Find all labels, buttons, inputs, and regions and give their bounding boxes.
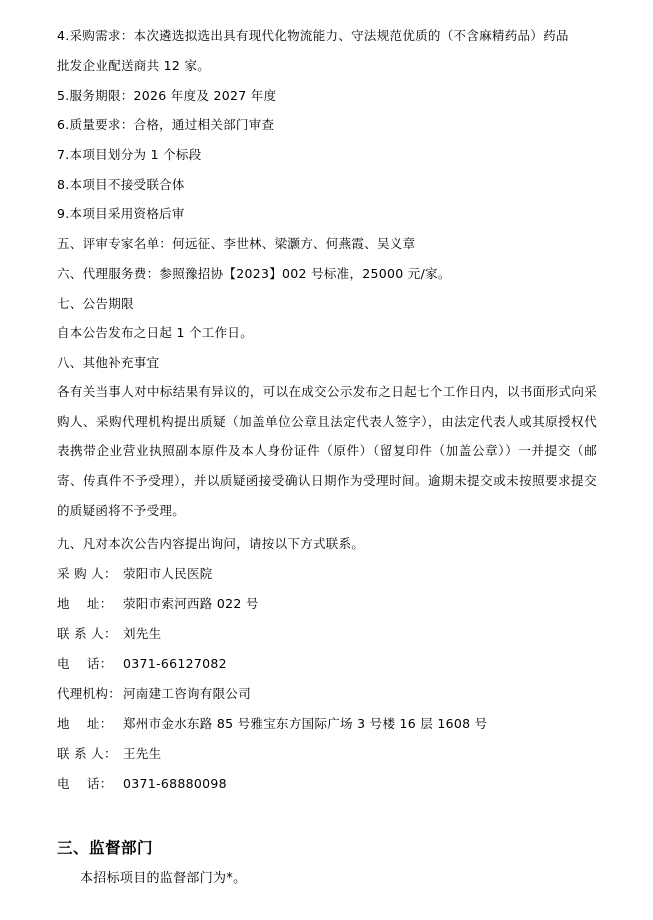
agency-address-label: 地 址： <box>57 716 113 731</box>
other-matters-title: 八、其他补充事宜 <box>57 355 160 370</box>
agency-contact-row <box>57 746 161 762</box>
notice-period-text: 自本公告发布之日起 1 个工作日。 <box>57 325 254 340</box>
lot-division: 7.本项目划分为 1 个标段 <box>57 147 202 162</box>
notice-period-title: 七、公告期限 <box>57 296 134 311</box>
agency-address-row <box>57 716 487 732</box>
agency-phone: 0371-68880098 <box>123 776 227 791</box>
agency-phone-row <box>57 776 227 792</box>
service-period: 5.服务期限：2026 年度及 2027 年度 <box>57 88 277 103</box>
supervision-heading: 三、监督部门 <box>57 839 154 857</box>
purchaser-name-row <box>57 566 213 582</box>
quality-requirement: 6.质量要求：合格，通过相关部门审查 <box>57 117 275 132</box>
expert-list: 五、评审专家名单：何远征、李世林、梁灏方、何燕霞、吴义章 <box>57 236 416 251</box>
purchaser-address-row <box>57 596 259 612</box>
agency-name-row <box>57 686 251 702</box>
consortium-policy: 8.本项目不接受联合体 <box>57 177 185 192</box>
purchaser-address-label: 地 址： <box>57 596 113 611</box>
purchaser-phone-row <box>57 656 227 672</box>
contact-title: 九、凡对本次公告内容提出询问，请按以下方式联系。 <box>57 536 365 551</box>
agency-name-label: 代理机构： <box>57 686 122 701</box>
agency-phone-label: 电 话： <box>57 776 113 791</box>
purchase-need-line-1: 4.采购需求：本次遴选拟选出具有现代化物流能力、守法规范优质的（不含麻精药品）药品 <box>57 28 569 43</box>
qualification-review: 9.本项目采用资格后审 <box>57 206 185 221</box>
purchaser-address: 荥阳市索河西路 022 号 <box>123 596 259 611</box>
agency-name: 河南建工咨询有限公司 <box>123 686 252 701</box>
purchaser-contact-label: 联 系 人： <box>57 626 117 641</box>
agency-contact-label: 联 系 人： <box>57 746 117 761</box>
purchaser-phone-label: 电 话： <box>57 656 113 671</box>
other-matters-paragraph: 各有关当事人对中标结果有异议的，可以在成交公示发布之日起七个工作日内，以书面形式向采购人、采购代理机构提出质疑（加盖单位公章且法定代表人签字），由法定代表人或其原授权代表携带企业营业执照副本原件及本人身份证件（原件）（留复印件（加盖公章））一并提交（邮寄、传真件不予受理），并以质疑函接受确认日期作为受理时间。逾期未提交或未按照要求提交的质疑函将不予受理。 <box>57 384 597 518</box>
purchaser-phone: 0371-66127082 <box>123 656 227 671</box>
purchaser-name-label: 采 购 人： <box>57 566 117 581</box>
agency-address: 郑州市金水东路 85 号雅宝东方国际广场 3 号楼 16 层 1608 号 <box>123 716 488 731</box>
agency-contact: 王先生 <box>123 746 162 761</box>
agency-fee: 六、代理服务费：参照豫招协【2023】002 号标准，25000 元/家。 <box>57 266 451 281</box>
supervision-text: 本招标项目的监督部门为*。 <box>80 871 247 886</box>
purchaser-contact: 刘先生 <box>123 626 162 641</box>
purchaser-name: 荥阳市人民医院 <box>123 566 213 581</box>
purchase-need-line-2: 批发企业配送商共 12 家。 <box>57 58 211 73</box>
purchaser-contact-row <box>57 626 161 642</box>
